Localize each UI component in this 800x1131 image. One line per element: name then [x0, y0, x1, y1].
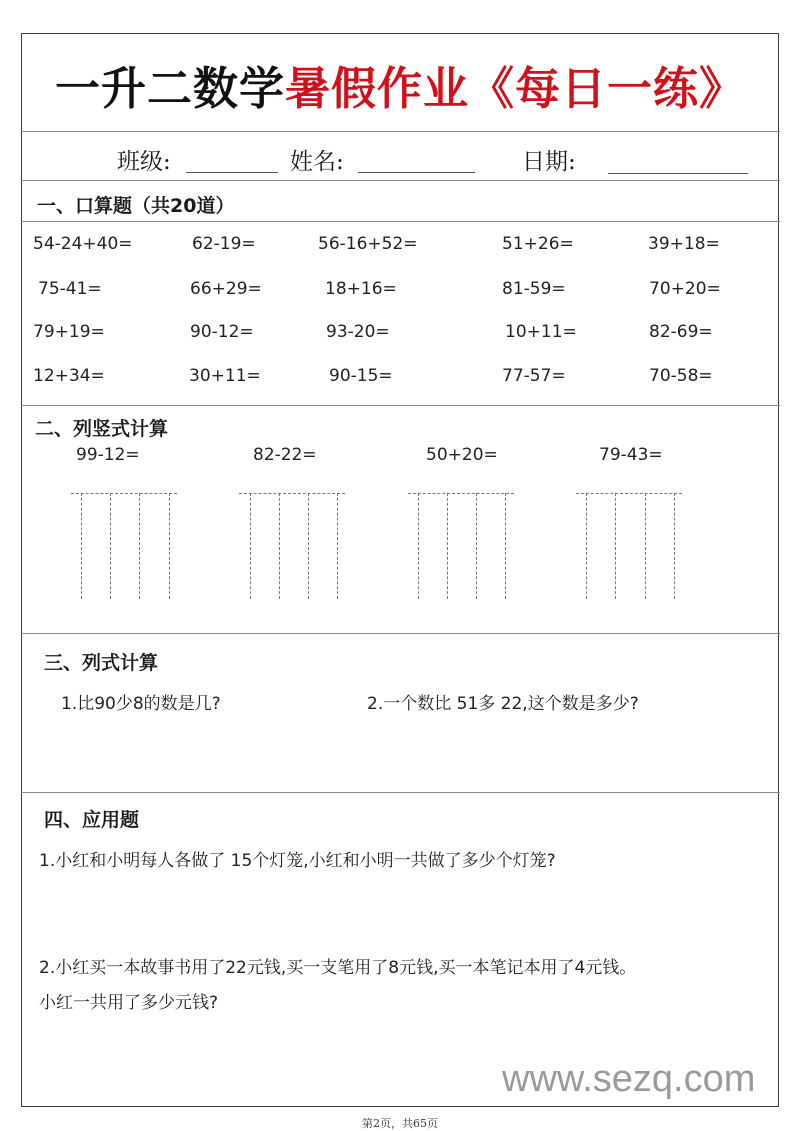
vertical-calc-problem: 79-43= [599, 445, 663, 465]
oral-calc-item: 66+29= [190, 279, 262, 299]
oral-calc-item: 82-69= [649, 322, 713, 342]
oral-calc-item: 81-59= [502, 279, 566, 299]
oral-calc-item: 18+16= [325, 279, 397, 299]
page-number: 第2页，共65页 [362, 1117, 438, 1130]
oral-calc-item: 62-19= [192, 234, 256, 254]
name-label: 姓名: [290, 149, 344, 175]
oral-calc-item: 90-15= [329, 366, 393, 386]
vertical-calc-grid[interactable] [576, 493, 682, 599]
section2-title: 二、列竖式计算 [35, 418, 169, 440]
class-label: 班级: [117, 149, 171, 175]
vertical-calc-grid[interactable] [408, 493, 514, 599]
word-problem-continued: 小红一共用了多少元钱? [39, 993, 219, 1013]
oral-calc-item: 10+11= [505, 322, 577, 342]
title-grade: 一升二数学 [54, 62, 285, 115]
equation-question: 1.比90少8的数是几? [61, 694, 221, 714]
oral-calc-item: 12+34= [33, 366, 105, 386]
oral-calc-item: 70-58= [649, 366, 713, 386]
date-label: 日期: [522, 149, 576, 175]
vertical-calc-grid[interactable] [239, 493, 345, 599]
date-field[interactable] [608, 173, 748, 174]
oral-calc-item: 51+26= [502, 234, 574, 254]
oral-calc-item: 77-57= [502, 366, 566, 386]
divider-section4 [21, 792, 780, 793]
word-problem: 2.小红买一本故事书用了22元钱,买一支笔用了8元钱,买一本笔记本用了4元钱。 [39, 958, 637, 978]
equation-question: 2.一个数比 51多 22,这个数是多少? [367, 694, 639, 714]
vertical-calc-problem: 99-12= [76, 445, 140, 465]
page-title [0, 52, 800, 117]
oral-calc-item: 56-16+52= [318, 234, 418, 254]
oral-calc-item: 39+18= [648, 234, 720, 254]
oral-calc-item: 75-41= [38, 279, 102, 299]
section3-title: 三、列式计算 [44, 652, 159, 674]
watermark: www.sezq.com [502, 1058, 756, 1100]
oral-calc-item: 30+11= [189, 366, 261, 386]
title-homework: 暑假作业《每日一练》 [285, 62, 746, 115]
vertical-calc-problem: 50+20= [426, 445, 498, 465]
divider-section3 [21, 633, 780, 634]
divider-title [21, 131, 780, 132]
word-problem: 1.小红和小明每人各做了 15个灯笼,小红和小明一共做了多少个灯笼? [39, 851, 556, 871]
section4-title: 四、应用题 [44, 809, 140, 831]
divider-section1-header [21, 221, 780, 222]
section1-title: 一、口算题（共20道） [37, 195, 235, 217]
divider-info [21, 180, 780, 181]
class-field[interactable] [186, 172, 278, 173]
vertical-calc-problem: 82-22= [253, 445, 317, 465]
oral-calc-item: 70+20= [649, 279, 721, 299]
oral-calc-item: 79+19= [33, 322, 105, 342]
name-field[interactable] [358, 172, 475, 173]
oral-calc-item: 90-12= [190, 322, 254, 342]
oral-calc-item: 54-24+40= [33, 234, 133, 254]
oral-calc-item: 93-20= [326, 322, 390, 342]
vertical-calc-grid[interactable] [71, 493, 177, 599]
divider-section2 [21, 405, 780, 406]
